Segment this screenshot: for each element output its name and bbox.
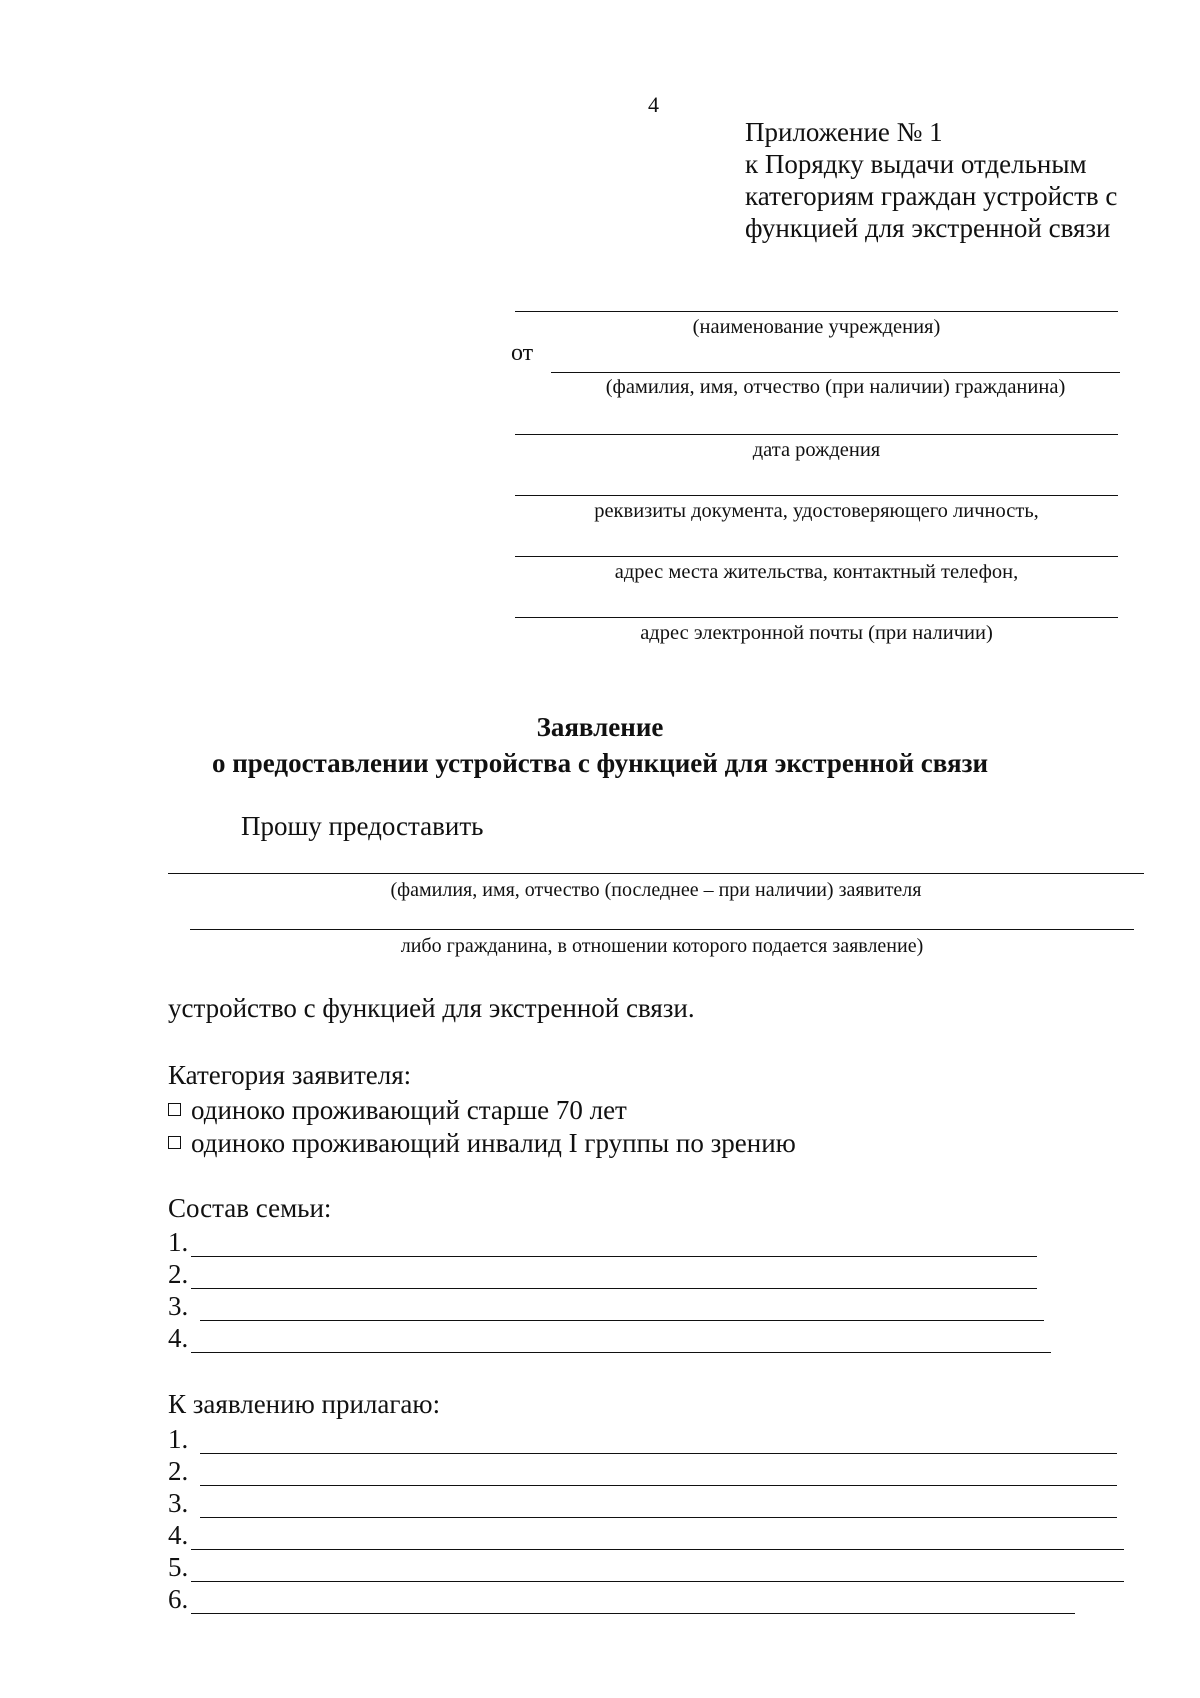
attachment-item-line[interactable]	[200, 1453, 1117, 1454]
address-line[interactable]	[515, 556, 1118, 557]
identity-document-caption: реквизиты документа, удостоверяющего личность,	[594, 500, 1039, 522]
family-item-line[interactable]	[191, 1352, 1051, 1353]
document-title: Заявление	[536, 712, 664, 742]
appendix-line-2: к Порядку выдачи отдельным	[745, 149, 1087, 179]
request-object: устройство с функцией для экстренной связи.	[168, 993, 695, 1023]
institution-line[interactable]	[515, 311, 1118, 312]
appendix-line-4: функцией для экстренной связи	[745, 213, 1111, 243]
page-number: 4	[648, 92, 659, 117]
family-heading: Состав семьи:	[168, 1193, 332, 1223]
family-item-number: 1.	[168, 1227, 189, 1257]
attachment-item-line[interactable]	[191, 1613, 1075, 1614]
attachment-item-number: 2.	[168, 1456, 189, 1486]
attachments-heading: К заявлению прилагаю:	[168, 1389, 441, 1419]
category-heading: Категория заявителя:	[168, 1060, 412, 1090]
category-option-1[interactable]	[168, 1095, 627, 1126]
identity-document-line[interactable]	[515, 495, 1118, 496]
family-item-number: 4.	[168, 1323, 189, 1353]
family-item-line[interactable]	[191, 1288, 1037, 1289]
email-line[interactable]	[515, 617, 1118, 618]
checkbox-icon[interactable]	[168, 1136, 181, 1149]
address-caption: адрес места жительства, контактный телефон,	[614, 561, 1019, 583]
citizen-name-caption: (фамилия, имя, отчество (при наличии) гражданина)	[605, 376, 1066, 398]
attachment-item-line[interactable]	[200, 1485, 1117, 1486]
applicant-name-caption-2: либо гражданина, в отношении которого подается заявление)	[400, 935, 924, 957]
birth-date-line[interactable]	[515, 434, 1118, 435]
attachment-item-number: 5.	[168, 1552, 189, 1582]
attachment-item-number: 6.	[168, 1584, 189, 1614]
citizen-name-line[interactable]	[551, 372, 1120, 373]
applicant-name-line-2[interactable]	[190, 929, 1134, 930]
attachment-item-number: 1.	[168, 1424, 189, 1454]
category-option-2[interactable]	[168, 1128, 796, 1159]
document-subtitle: о предоставлении устройства с функцией для экстренной связи	[211, 748, 989, 778]
family-item-number: 2.	[168, 1259, 189, 1289]
family-item-number: 3.	[168, 1291, 189, 1321]
category-option-1-label: одиноко проживающий старше 70 лет	[191, 1095, 627, 1125]
attachment-item-number: 4.	[168, 1520, 189, 1550]
family-item-line[interactable]	[200, 1320, 1044, 1321]
email-caption: адрес электронной почты (при наличии)	[640, 622, 993, 644]
institution-caption: (наименование учреждения)	[692, 316, 941, 338]
attachment-item-line[interactable]	[191, 1549, 1124, 1550]
applicant-name-caption: (фамилия, имя, отчество (последнее – при наличии) заявителя	[390, 879, 922, 901]
attachment-item-line[interactable]	[200, 1517, 1117, 1518]
attachment-item-line[interactable]	[191, 1581, 1124, 1582]
request-lead: Прошу предоставить	[241, 811, 484, 841]
attachment-item-number: 3.	[168, 1488, 189, 1518]
applicant-name-line[interactable]	[168, 873, 1144, 874]
birth-date-caption: дата рождения	[752, 439, 881, 461]
appendix-header	[745, 116, 1117, 244]
appendix-line-3: категориям граждан устройств с	[745, 181, 1118, 211]
family-item-line[interactable]	[191, 1256, 1037, 1257]
category-option-2-label: одиноко проживающий инвалид I группы по зрению	[191, 1128, 796, 1158]
appendix-line-1: Приложение № 1	[745, 117, 943, 147]
from-label: от	[511, 340, 534, 366]
checkbox-icon[interactable]	[168, 1103, 181, 1116]
